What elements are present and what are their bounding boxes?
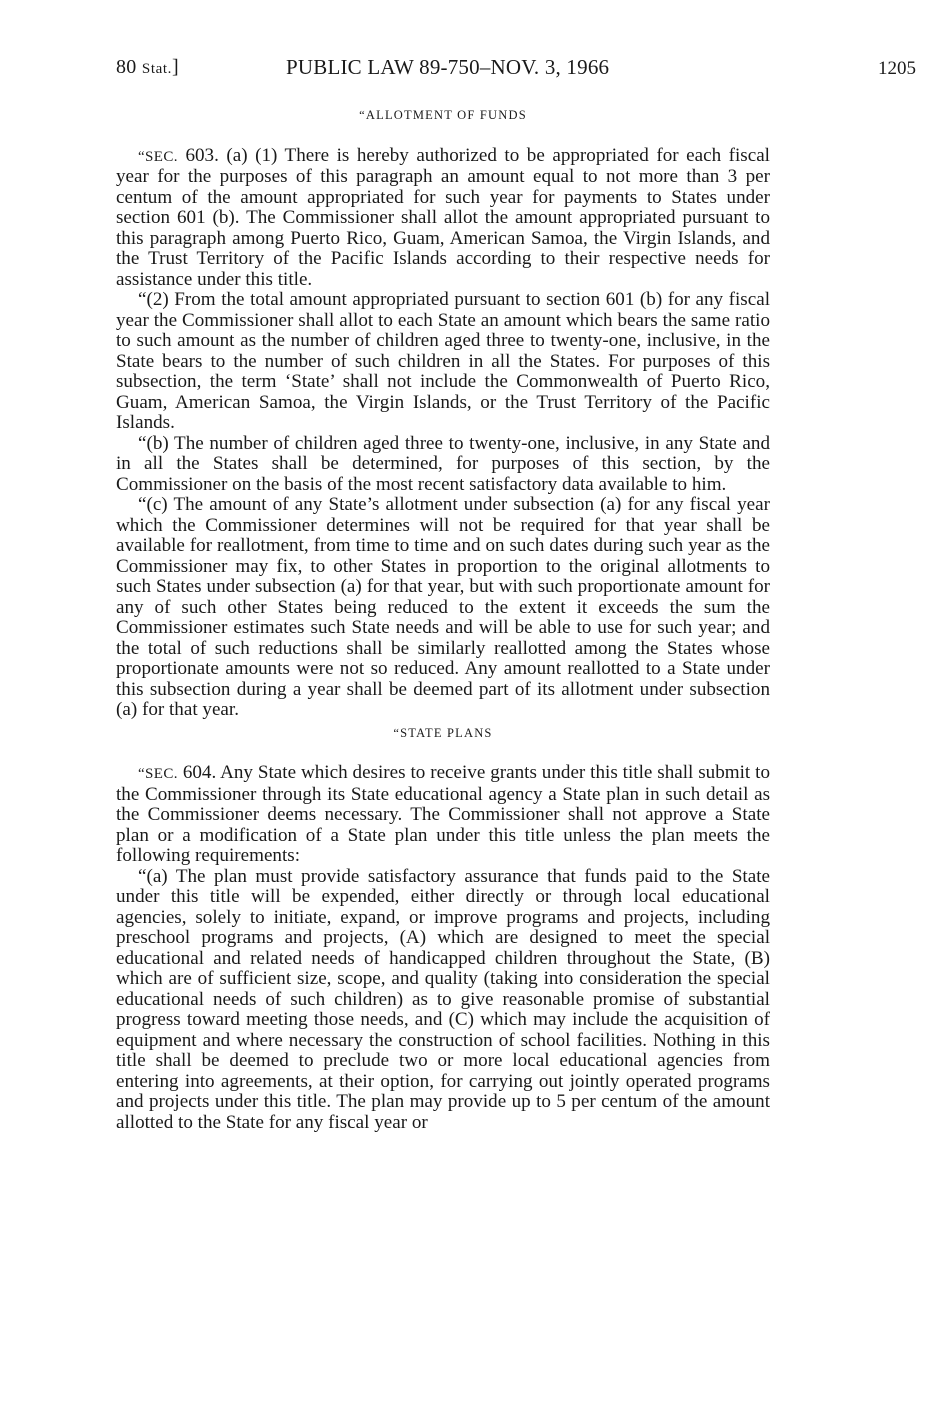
- page-body: [116, 95, 770, 1133]
- stat-label: Stat.: [141, 61, 173, 77]
- stat-bracket: ]: [172, 56, 179, 78]
- paragraph-text: “(c) The amount of any State’s allotment under subsection (a) for any fiscal year which the Commissioner determines will not be required for that year shall be available for reallotment, from time to time and on such dates during such year as the Commissioner may fix, to other States in proportion to the original allotments to such States under subsection (a) for that year, but with such proportionate amount for any of such other States being reduced to the extent it exceeds the sum the Commissioner estimates such State needs and will be able to use for such year; and the total of such reductions shall be similarly reallotted among the States whose proportionate amounts were not so reduced. Any amount reallotted to a State under this subsection during a year shall be deemed part of its allotment under subsection (a) for that year.: [116, 494, 770, 720]
- running-title: PUBLIC LAW 89-750–NOV. 3, 1966: [286, 55, 610, 79]
- section-lead: “SEC.: [138, 148, 178, 165]
- paragraph-sec-603-b: [116, 434, 770, 496]
- paragraph-sec-604: [116, 763, 770, 867]
- paragraph-text: 603. (a) (1) There is hereby authorized to be appropriated for each fiscal year for the purposes of this paragraph an amount equal to not more than 3 per centum of the amount appropriated for such year for payments to States under section 601 (b). The Commissioner shall allot the amount appropriated pursuant to this paragraph among Puerto Rico, Guam, American Samoa, the Virgin Islands, and the Trust Territory of the Pacific Islands according to their respective needs for assistance under this title.: [116, 144, 770, 290]
- paragraph-text: “(b) The number of children aged three to twenty-one, inclusive, in any State and in all the States shall be determined, for purposes of this section, by the Commissioner on the basis of the most recent satisfactory data available to him.: [116, 432, 770, 495]
- section-lead: “SEC.: [138, 766, 178, 782]
- paragraph-sec-604-a: [116, 867, 770, 1134]
- paragraph-sec-603-a-2: [116, 290, 770, 434]
- page-number: 1205: [878, 58, 916, 79]
- paragraph-text: “(a) The plan must provide satisfactory assurance that funds paid to the State under this title will be expended, either directly or through local educational agencies, solely to initiate, expand, or improve programs and projects, including preschool programs and projects, (A) which are designed to meet the special educational and related needs of handicapped children throughout the State, (B) which are of sufficient size, scope, and quality (taking into consideration the special educational needs of such children) as to give reasonable promise of substantial progress toward meeting those needs, and (C) which may include the acquisition of equipment and where necessary the construction of school facilities. Nothing in this title shall be deemed to preclude two or more local educational agencies from entering into agreements, at their option, for carrying out jointly operated programs and projects under this title. The plan may provide up to 5 per centum of the amount allotted to the State for any fiscal year or: [116, 865, 770, 1133]
- paragraph-text: “(2) From the total amount appropriated pursuant to section 601 (b) for any fiscal year the Commissioner shall allot to each State an amount which bears the same ratio to such amount as the number of children aged three to twenty-one, inclusive, in the State bears to the number of such children in all the States. For purposes of this subsection, the term ‘State’ shall not include the Commonwealth of Puerto Rico, Guam, American Samoa, the Virgin Islands, or the Trust Territory of the Pacific Islands.: [116, 289, 770, 433]
- section-heading-state-plans: “STATE PLANS: [393, 725, 493, 740]
- statute-citation: [116, 56, 179, 79]
- section-heading-allotment: “ALLOTMENT OF FUNDS: [359, 108, 527, 122]
- paragraph-text: 604. Any State which desires to receive grants under this title shall submit to the Commissioner through its State educational agency a State plan in such detail as the Commissioner deems necessary. The Commissioner shall not approve a State plan or a modification of a State plan under this title unless the plan meets the following requirements:: [116, 762, 770, 866]
- page-header: [0, 52, 949, 86]
- paragraph-sec-603-c: [116, 495, 770, 721]
- paragraph-sec-603-a: [116, 146, 770, 291]
- stat-volume: 80: [116, 56, 137, 78]
